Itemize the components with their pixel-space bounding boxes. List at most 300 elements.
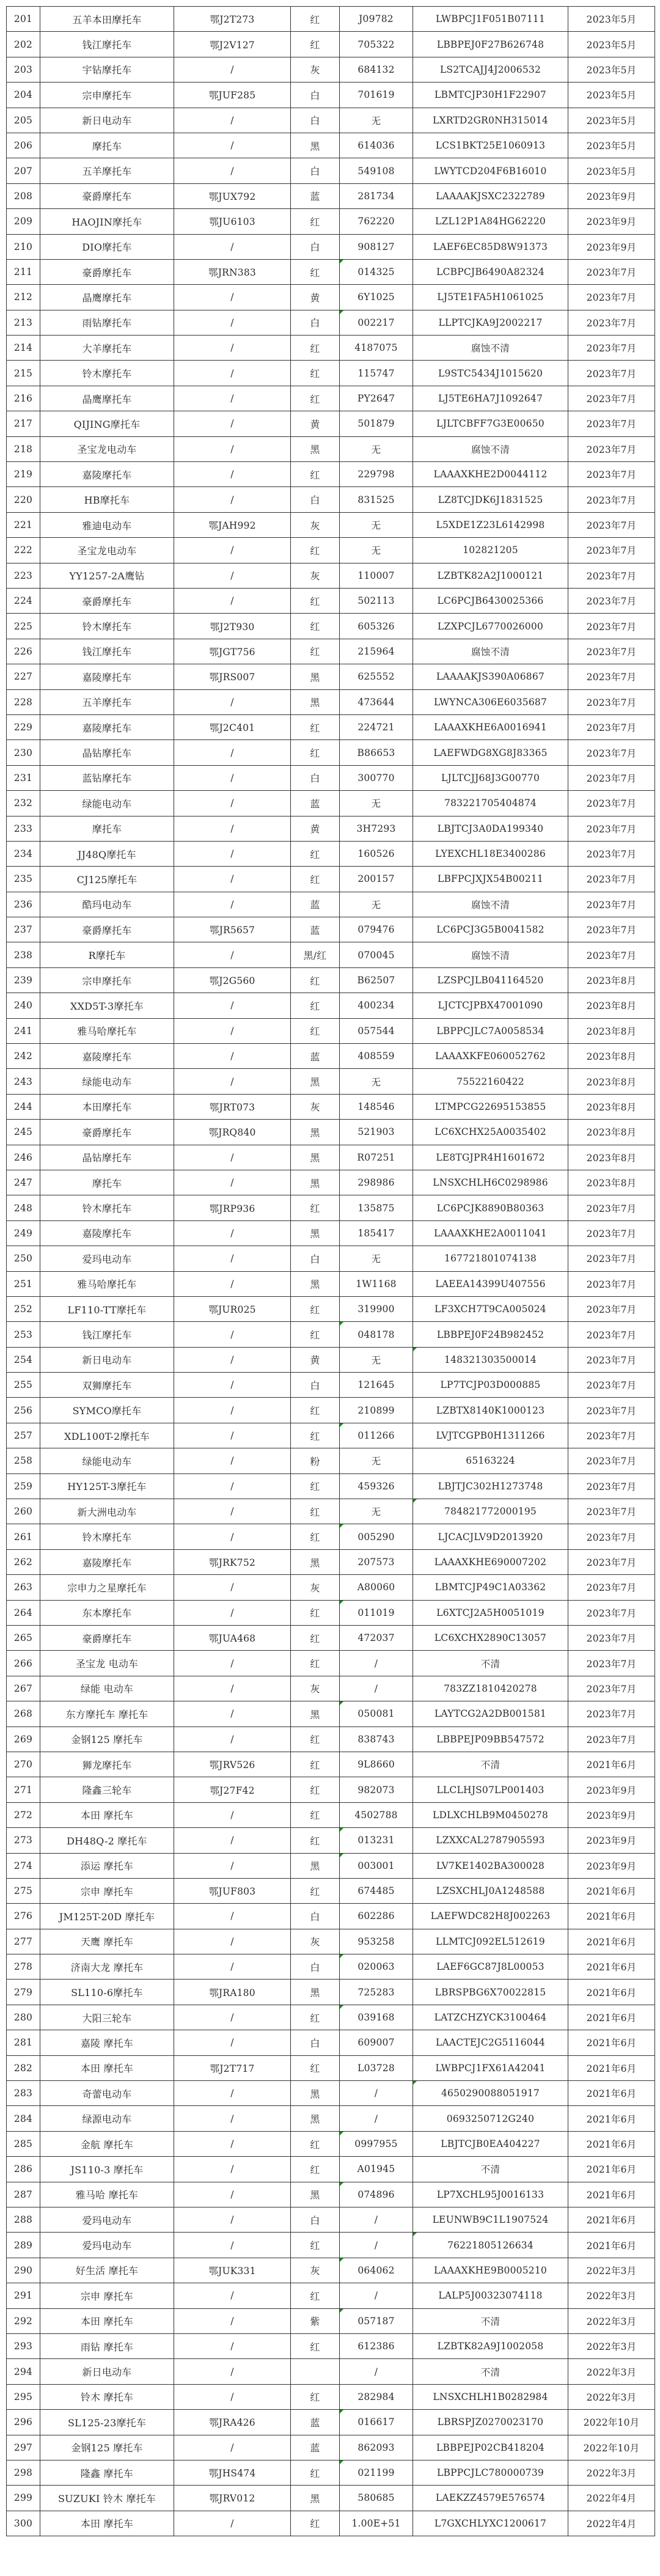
cell-index[interactable]: 216 — [7, 386, 40, 411]
cell-storage-date[interactable]: 2021年6月 — [568, 1929, 655, 1954]
cell-vin[interactable]: LAAAAKJSXC2322789 — [413, 183, 568, 208]
cell-color[interactable]: 红 — [291, 588, 340, 613]
cell-brand[interactable]: 铃木摩托车 — [40, 614, 174, 639]
cell-storage-date[interactable]: 2023年7月 — [568, 1347, 655, 1372]
cell-engine-no[interactable]: 无 — [340, 512, 413, 537]
cell-storage-date[interactable]: 2022年10月 — [568, 2410, 655, 2435]
cell-color[interactable]: 红 — [291, 2460, 340, 2485]
cell-color[interactable]: 红 — [291, 336, 340, 361]
cell-brand[interactable]: 豪爵摩托车 — [40, 1120, 174, 1145]
cell-color[interactable]: 红 — [291, 1626, 340, 1651]
cell-plate[interactable]: / — [174, 1802, 291, 1827]
cell-brand[interactable]: 宗申力之星摩托车 — [40, 1575, 174, 1600]
cell-color[interactable]: 黑 — [291, 2182, 340, 2207]
cell-color[interactable]: 红 — [291, 1828, 340, 1853]
cell-color[interactable]: 灰 — [291, 1676, 340, 1701]
cell-storage-date[interactable]: 2023年7月 — [568, 791, 655, 816]
cell-color[interactable]: 蓝 — [291, 791, 340, 816]
cell-storage-date[interactable]: 2023年7月 — [568, 816, 655, 841]
cell-storage-date[interactable]: 2023年8月 — [568, 1069, 655, 1094]
cell-brand[interactable]: 宗申摩托车 — [40, 967, 174, 993]
cell-color[interactable]: 红 — [291, 2283, 340, 2308]
cell-vin[interactable]: 65163224 — [413, 1448, 568, 1473]
cell-plate[interactable]: / — [174, 436, 291, 461]
cell-color[interactable]: 红 — [291, 1322, 340, 1347]
cell-engine-no[interactable]: A80060 — [340, 1575, 413, 1600]
cell-index[interactable]: 272 — [7, 1802, 40, 1827]
cell-plate[interactable]: / — [174, 386, 291, 411]
cell-index[interactable]: 264 — [7, 1600, 40, 1625]
cell-storage-date[interactable]: 2021年6月 — [568, 2131, 655, 2156]
cell-vin[interactable]: LZBTK82A2J1000121 — [413, 563, 568, 588]
cell-brand[interactable]: 新日电动车 — [40, 1347, 174, 1372]
cell-vin[interactable]: 腐蚀不清 — [413, 436, 568, 461]
cell-color[interactable]: 红 — [291, 1296, 340, 1321]
cell-brand[interactable]: 爱玛电动车 — [40, 2233, 174, 2258]
cell-vin[interactable]: LAEFWDG8XG8J83365 — [413, 740, 568, 765]
cell-color[interactable]: 黑 — [291, 1271, 340, 1296]
cell-storage-date[interactable]: 2022年3月 — [568, 2283, 655, 2308]
cell-storage-date[interactable]: 2023年8月 — [568, 993, 655, 1018]
cell-index[interactable]: 236 — [7, 892, 40, 917]
cell-color[interactable]: 黑 — [291, 1170, 340, 1195]
cell-engine-no[interactable]: 472037 — [340, 1626, 413, 1651]
cell-brand[interactable]: 济南大龙 摩托车 — [40, 1954, 174, 1980]
cell-plate[interactable]: / — [174, 1373, 291, 1398]
cell-engine-no[interactable]: 400234 — [340, 993, 413, 1018]
cell-index[interactable]: 229 — [7, 714, 40, 739]
cell-engine-no[interactable]: 224721 — [340, 714, 413, 739]
cell-engine-no[interactable]: 953258 — [340, 1929, 413, 1954]
cell-vin[interactable]: 腐蚀不清 — [413, 892, 568, 917]
cell-index[interactable]: 233 — [7, 816, 40, 841]
cell-plate[interactable]: / — [174, 487, 291, 512]
cell-color[interactable]: 红 — [291, 2157, 340, 2182]
cell-brand[interactable]: 钱江摩托车 — [40, 32, 174, 57]
cell-storage-date[interactable]: 2023年7月 — [568, 689, 655, 714]
cell-engine-no[interactable]: 908127 — [340, 234, 413, 259]
cell-storage-date[interactable]: 2023年7月 — [568, 867, 655, 892]
cell-engine-no[interactable]: 4502788 — [340, 1802, 413, 1827]
cell-brand[interactable]: 本田 摩托车 — [40, 2511, 174, 2536]
cell-index[interactable]: 276 — [7, 1904, 40, 1929]
cell-plate[interactable]: / — [174, 1954, 291, 1980]
cell-brand[interactable]: 添运 摩托车 — [40, 1853, 174, 1878]
cell-brand[interactable]: 隆鑫 摩托车 — [40, 2460, 174, 2485]
cell-brand[interactable]: 铃木摩托车 — [40, 1195, 174, 1220]
cell-index[interactable]: 277 — [7, 1929, 40, 1954]
cell-brand[interactable]: 酷玛电动车 — [40, 892, 174, 917]
cell-brand[interactable]: 雅迪电动车 — [40, 512, 174, 537]
cell-index[interactable]: 209 — [7, 209, 40, 234]
cell-plate[interactable]: / — [174, 361, 291, 386]
cell-engine-no[interactable]: 011266 — [340, 1423, 413, 1448]
cell-engine-no[interactable]: 831525 — [340, 487, 413, 512]
cell-color[interactable]: 红 — [291, 2131, 340, 2156]
cell-storage-date[interactable]: 2023年8月 — [568, 1018, 655, 1043]
cell-vin[interactable]: 76221805126634 — [413, 2233, 568, 2258]
cell-plate[interactable]: / — [174, 1069, 291, 1094]
cell-engine-no[interactable]: 185417 — [340, 1220, 413, 1246]
cell-plate[interactable]: / — [174, 1727, 291, 1752]
cell-index[interactable]: 208 — [7, 183, 40, 208]
cell-brand[interactable]: 晶鹰摩托车 — [40, 386, 174, 411]
cell-engine-no[interactable]: B86653 — [340, 740, 413, 765]
cell-index[interactable]: 288 — [7, 2207, 40, 2232]
cell-storage-date[interactable]: 2023年9月 — [568, 209, 655, 234]
cell-vin[interactable]: LC6PCJB6430025366 — [413, 588, 568, 613]
cell-storage-date[interactable]: 2022年3月 — [568, 2333, 655, 2358]
cell-plate[interactable]: 鄂J2T717 — [174, 2055, 291, 2080]
cell-brand[interactable]: 狮龙摩托车 — [40, 1752, 174, 1777]
cell-vin[interactable]: LV7KE1402BA300028 — [413, 1853, 568, 1878]
cell-storage-date[interactable]: 2021年6月 — [568, 1878, 655, 1903]
cell-vin[interactable]: 腐蚀不清 — [413, 639, 568, 664]
cell-brand[interactable]: 钱江摩托车 — [40, 1322, 174, 1347]
cell-storage-date[interactable]: 2022年10月 — [568, 2435, 655, 2460]
cell-index[interactable]: 266 — [7, 1651, 40, 1676]
cell-color[interactable]: 蓝 — [291, 917, 340, 942]
cell-index[interactable]: 205 — [7, 108, 40, 133]
cell-index[interactable]: 294 — [7, 2359, 40, 2384]
cell-index[interactable]: 218 — [7, 436, 40, 461]
cell-storage-date[interactable]: 2022年4月 — [568, 2486, 655, 2511]
cell-vin[interactable]: LTMPCG22695153855 — [413, 1094, 568, 1119]
cell-brand[interactable]: SL110-6摩托车 — [40, 1980, 174, 2005]
cell-vin[interactable]: LBBPEJ0F24B982452 — [413, 1322, 568, 1347]
cell-index[interactable]: 283 — [7, 2081, 40, 2106]
cell-engine-no[interactable]: L03728 — [340, 2055, 413, 2080]
cell-engine-no[interactable]: 459326 — [340, 1473, 413, 1499]
cell-vin[interactable]: LBJTJC302H1273748 — [413, 1473, 568, 1499]
cell-index[interactable]: 278 — [7, 1954, 40, 1980]
cell-brand[interactable]: 雅马哈摩托车 — [40, 1018, 174, 1043]
cell-plate[interactable]: / — [174, 1322, 291, 1347]
cell-storage-date[interactable]: 2021年6月 — [568, 2055, 655, 2080]
cell-brand[interactable]: 雨钻摩托车 — [40, 310, 174, 335]
cell-vin[interactable]: LC6XCHX25A0035402 — [413, 1120, 568, 1145]
cell-plate[interactable]: / — [174, 1170, 291, 1195]
cell-vin[interactable]: L5XDE1Z23L6142998 — [413, 512, 568, 537]
cell-color[interactable]: 紫 — [291, 2308, 340, 2333]
cell-storage-date[interactable]: 2023年9月 — [568, 1802, 655, 1827]
cell-color[interactable]: 黑 — [291, 1120, 340, 1145]
cell-color[interactable]: 红 — [291, 1195, 340, 1220]
cell-index[interactable]: 206 — [7, 133, 40, 158]
cell-plate[interactable]: / — [174, 310, 291, 335]
cell-vin[interactable]: LAEF6GC87J8L00053 — [413, 1954, 568, 1980]
cell-plate[interactable]: / — [174, 588, 291, 613]
cell-vin[interactable]: LBBPEJ0F27B626748 — [413, 32, 568, 57]
cell-plate[interactable]: / — [174, 411, 291, 436]
cell-color[interactable]: 蓝 — [291, 2410, 340, 2435]
cell-vin[interactable]: LAACTEJC2G5116044 — [413, 2030, 568, 2055]
cell-storage-date[interactable]: 2022年3月 — [568, 2308, 655, 2333]
cell-color[interactable]: 红 — [291, 740, 340, 765]
cell-storage-date[interactable]: 2023年5月 — [568, 32, 655, 57]
cell-brand[interactable]: 本田 摩托车 — [40, 2055, 174, 2080]
cell-storage-date[interactable]: 2023年7月 — [568, 664, 655, 689]
cell-plate[interactable]: / — [174, 1904, 291, 1929]
cell-brand[interactable]: 摩托车 — [40, 133, 174, 158]
cell-engine-no[interactable]: 无 — [340, 108, 413, 133]
cell-vin[interactable]: LLMTCJ092EL512619 — [413, 1929, 568, 1954]
cell-plate[interactable]: / — [174, 1701, 291, 1727]
cell-color[interactable]: 黑 — [291, 689, 340, 714]
cell-brand[interactable]: 雨钻 摩托车 — [40, 2333, 174, 2358]
cell-index[interactable]: 223 — [7, 563, 40, 588]
cell-vin[interactable]: 不清 — [413, 1651, 568, 1676]
cell-vin[interactable]: LVJTCGPB0H1311266 — [413, 1423, 568, 1448]
cell-plate[interactable]: / — [174, 1271, 291, 1296]
cell-vin[interactable]: LWBPCJ1F051B07111 — [413, 7, 568, 32]
cell-plate[interactable]: / — [174, 1828, 291, 1853]
cell-vin[interactable]: LDLXCHLB9M0450278 — [413, 1802, 568, 1827]
cell-engine-no[interactable]: 612386 — [340, 2333, 413, 2358]
cell-vin[interactable]: LXRTD2GR0NH315014 — [413, 108, 568, 133]
cell-color[interactable]: 红 — [291, 1600, 340, 1625]
cell-storage-date[interactable]: 2023年5月 — [568, 83, 655, 108]
cell-brand[interactable]: JS110-3 摩托车 — [40, 2157, 174, 2182]
cell-color[interactable]: 灰 — [291, 57, 340, 82]
cell-engine-no[interactable]: 614036 — [340, 133, 413, 158]
cell-brand[interactable]: LF110-TT摩托车 — [40, 1296, 174, 1321]
cell-storage-date[interactable]: 2023年7月 — [568, 1246, 655, 1271]
cell-vin[interactable]: LS2TCAJJ4J2006532 — [413, 57, 568, 82]
cell-vin[interactable]: LJ5TE6HA7J1092647 — [413, 386, 568, 411]
cell-storage-date[interactable]: 2021年6月 — [568, 2106, 655, 2131]
cell-brand[interactable]: 奇蕾电动车 — [40, 2081, 174, 2106]
cell-plate[interactable]: / — [174, 892, 291, 917]
cell-index[interactable]: 250 — [7, 1246, 40, 1271]
cell-color[interactable]: 红 — [291, 614, 340, 639]
cell-storage-date[interactable]: 2021年6月 — [568, 1980, 655, 2005]
cell-engine-no[interactable]: 580685 — [340, 2486, 413, 2511]
cell-brand[interactable]: 铃木摩托车 — [40, 361, 174, 386]
cell-index[interactable]: 296 — [7, 2410, 40, 2435]
cell-engine-no[interactable]: 016617 — [340, 2410, 413, 2435]
cell-engine-no[interactable]: 无 — [340, 892, 413, 917]
cell-color[interactable]: 白 — [291, 1904, 340, 1929]
cell-color[interactable]: 蓝 — [291, 2435, 340, 2460]
cell-plate[interactable]: 鄂JRQ840 — [174, 1120, 291, 1145]
cell-plate[interactable]: 鄂J27F42 — [174, 1777, 291, 1802]
cell-color[interactable]: 黄 — [291, 285, 340, 310]
cell-index[interactable]: 286 — [7, 2157, 40, 2182]
cell-engine-no[interactable]: 014325 — [340, 259, 413, 284]
cell-index[interactable]: 220 — [7, 487, 40, 512]
cell-storage-date[interactable]: 2023年7月 — [568, 1651, 655, 1676]
cell-plate[interactable]: / — [174, 2081, 291, 2106]
cell-index[interactable]: 280 — [7, 2005, 40, 2030]
cell-vin[interactable]: LBRSPJZ0270023170 — [413, 2410, 568, 2435]
cell-storage-date[interactable]: 2023年8月 — [568, 1044, 655, 1069]
cell-color[interactable]: 白 — [291, 2207, 340, 2232]
cell-storage-date[interactable]: 2023年8月 — [568, 1120, 655, 1145]
cell-storage-date[interactable]: 2021年6月 — [568, 1752, 655, 1777]
cell-plate[interactable]: / — [174, 740, 291, 765]
cell-storage-date[interactable]: 2023年7月 — [568, 1600, 655, 1625]
cell-plate[interactable]: / — [174, 942, 291, 967]
cell-index[interactable]: 273 — [7, 1828, 40, 1853]
cell-color[interactable]: 白 — [291, 83, 340, 108]
cell-brand[interactable]: HAOJIN摩托车 — [40, 209, 174, 234]
cell-plate[interactable]: / — [174, 108, 291, 133]
cell-brand[interactable]: DIO摩托车 — [40, 234, 174, 259]
cell-brand[interactable]: 圣宝龙 电动车 — [40, 1651, 174, 1676]
cell-engine-no[interactable]: 4187075 — [340, 336, 413, 361]
cell-vin[interactable]: 腐蚀不清 — [413, 942, 568, 967]
cell-index[interactable]: 259 — [7, 1473, 40, 1499]
cell-color[interactable]: 白 — [291, 310, 340, 335]
cell-storage-date[interactable]: 2023年7月 — [568, 1398, 655, 1423]
cell-plate[interactable]: / — [174, 1145, 291, 1170]
cell-plate[interactable]: 鄂J2V127 — [174, 32, 291, 57]
cell-storage-date[interactable]: 2022年4月 — [568, 2511, 655, 2536]
cell-index[interactable]: 245 — [7, 1120, 40, 1145]
cell-storage-date[interactable]: 2023年7月 — [568, 1524, 655, 1549]
cell-vin[interactable]: LJ5TE1FA5H1061025 — [413, 285, 568, 310]
cell-plate[interactable]: 鄂JUK331 — [174, 2258, 291, 2283]
cell-color[interactable]: 红 — [291, 867, 340, 892]
cell-brand[interactable]: HY125T-3摩托车 — [40, 1473, 174, 1499]
cell-plate[interactable]: / — [174, 1220, 291, 1246]
cell-storage-date[interactable]: 2023年7月 — [568, 563, 655, 588]
cell-color[interactable]: 黑 — [291, 1549, 340, 1574]
cell-storage-date[interactable]: 2023年7月 — [568, 361, 655, 386]
cell-plate[interactable]: 鄂JRV526 — [174, 1752, 291, 1777]
cell-brand[interactable]: 新日电动车 — [40, 2359, 174, 2384]
cell-plate[interactable]: / — [174, 2308, 291, 2333]
cell-plate[interactable]: 鄂JUF803 — [174, 1878, 291, 1903]
cell-plate[interactable]: / — [174, 765, 291, 790]
cell-plate[interactable]: / — [174, 841, 291, 866]
cell-brand[interactable]: XXD5T-3摩托车 — [40, 993, 174, 1018]
cell-vin[interactable]: LBBPEJP09BB547572 — [413, 1727, 568, 1752]
cell-brand[interactable]: 五羊本田摩托车 — [40, 7, 174, 32]
cell-brand[interactable]: 宗申 摩托车 — [40, 2283, 174, 2308]
cell-vin[interactable]: LBMTCJP30H1F22907 — [413, 83, 568, 108]
cell-plate[interactable]: / — [174, 336, 291, 361]
cell-engine-no[interactable]: 0997955 — [340, 2131, 413, 2156]
cell-index[interactable]: 252 — [7, 1296, 40, 1321]
cell-index[interactable]: 241 — [7, 1018, 40, 1043]
cell-storage-date[interactable]: 2023年7月 — [568, 1195, 655, 1220]
cell-storage-date[interactable]: 2022年3月 — [568, 2359, 655, 2384]
cell-engine-no[interactable]: 011019 — [340, 1600, 413, 1625]
cell-color[interactable]: 白 — [291, 1373, 340, 1398]
cell-storage-date[interactable]: 2023年7月 — [568, 1701, 655, 1727]
cell-vin[interactable]: LJCTCJPBX47001090 — [413, 993, 568, 1018]
cell-vin[interactable]: LNSXCHLH1B0282984 — [413, 2384, 568, 2409]
cell-brand[interactable]: 圣宝龙电动车 — [40, 538, 174, 563]
cell-vin[interactable]: 不清 — [413, 2359, 568, 2384]
cell-plate[interactable]: / — [174, 993, 291, 1018]
cell-brand[interactable]: 圣宝龙电动车 — [40, 436, 174, 461]
cell-brand[interactable]: XDL100T-2摩托车 — [40, 1423, 174, 1448]
cell-index[interactable]: 246 — [7, 1145, 40, 1170]
cell-storage-date[interactable]: 2021年6月 — [568, 2182, 655, 2207]
cell-plate[interactable]: 鄂JHS474 — [174, 2460, 291, 2485]
cell-color[interactable]: 红 — [291, 714, 340, 739]
cell-storage-date[interactable]: 2023年7月 — [568, 588, 655, 613]
cell-storage-date[interactable]: 2023年5月 — [568, 7, 655, 32]
cell-storage-date[interactable]: 2023年9月 — [568, 183, 655, 208]
cell-color[interactable]: 白 — [291, 765, 340, 790]
cell-index[interactable]: 261 — [7, 1524, 40, 1549]
cell-plate[interactable]: 鄂JAH992 — [174, 512, 291, 537]
cell-engine-no[interactable]: 684132 — [340, 57, 413, 82]
cell-vin[interactable]: 不清 — [413, 2157, 568, 2182]
cell-engine-no[interactable]: 160526 — [340, 841, 413, 866]
cell-engine-no[interactable]: / — [340, 2106, 413, 2131]
cell-index[interactable]: 232 — [7, 791, 40, 816]
cell-storage-date[interactable]: 2023年7月 — [568, 1271, 655, 1296]
cell-vin[interactable]: L7GXCHLYXC1200617 — [413, 2511, 568, 2536]
cell-index[interactable]: 270 — [7, 1752, 40, 1777]
cell-engine-no[interactable]: 319900 — [340, 1296, 413, 1321]
cell-color[interactable]: 红 — [291, 993, 340, 1018]
cell-brand[interactable]: 东本摩托车 — [40, 1600, 174, 1625]
cell-plate[interactable]: 鄂J2T930 — [174, 614, 291, 639]
cell-color[interactable]: 白 — [291, 108, 340, 133]
cell-index[interactable]: 207 — [7, 158, 40, 183]
cell-storage-date[interactable]: 2023年5月 — [568, 57, 655, 82]
cell-plate[interactable]: / — [174, 1246, 291, 1271]
cell-vin[interactable]: 783ZZ1810420278 — [413, 1676, 568, 1701]
cell-index[interactable]: 201 — [7, 7, 40, 32]
cell-plate[interactable]: / — [174, 1651, 291, 1676]
cell-color[interactable]: 红 — [291, 259, 340, 284]
cell-engine-no[interactable]: 501879 — [340, 411, 413, 436]
cell-plate[interactable]: / — [174, 285, 291, 310]
cell-storage-date[interactable]: 2021年6月 — [568, 2030, 655, 2055]
cell-storage-date[interactable]: 2023年7月 — [568, 310, 655, 335]
cell-index[interactable]: 221 — [7, 512, 40, 537]
cell-brand[interactable]: CJ125摩托车 — [40, 867, 174, 892]
cell-vin[interactable]: LATZCHZYCK3100464 — [413, 2005, 568, 2030]
cell-index[interactable]: 295 — [7, 2384, 40, 2409]
cell-plate[interactable]: / — [174, 867, 291, 892]
cell-color[interactable]: 红 — [291, 386, 340, 411]
cell-plate[interactable]: / — [174, 2359, 291, 2384]
cell-vin[interactable]: LLCLHJS07LP001403 — [413, 1777, 568, 1802]
cell-index[interactable]: 253 — [7, 1322, 40, 1347]
cell-engine-no[interactable]: 9L8660 — [340, 1752, 413, 1777]
cell-plate[interactable]: / — [174, 2182, 291, 2207]
cell-plate[interactable]: / — [174, 1929, 291, 1954]
cell-index[interactable]: 251 — [7, 1271, 40, 1296]
cell-storage-date[interactable]: 2023年7月 — [568, 1373, 655, 1398]
cell-brand[interactable]: 嘉陵摩托车 — [40, 1220, 174, 1246]
cell-color[interactable]: 白 — [291, 1954, 340, 1980]
cell-color[interactable]: 红 — [291, 1777, 340, 1802]
cell-color[interactable]: 黄 — [291, 411, 340, 436]
cell-engine-no[interactable]: 1.00E+51 — [340, 2511, 413, 2536]
cell-index[interactable]: 265 — [7, 1626, 40, 1651]
cell-index[interactable]: 263 — [7, 1575, 40, 1600]
cell-vin[interactable]: LWYTCD204F6B16010 — [413, 158, 568, 183]
cell-storage-date[interactable]: 2023年7月 — [568, 259, 655, 284]
cell-plate[interactable]: 鄂JGT756 — [174, 639, 291, 664]
cell-index[interactable]: 242 — [7, 1044, 40, 1069]
cell-color[interactable]: 灰 — [291, 563, 340, 588]
cell-color[interactable]: 黑 — [291, 2081, 340, 2106]
cell-vin[interactable]: LZBTX8140K1000123 — [413, 1398, 568, 1423]
cell-index[interactable]: 291 — [7, 2283, 40, 2308]
cell-engine-no[interactable]: 013231 — [340, 1828, 413, 1853]
cell-plate[interactable]: / — [174, 1600, 291, 1625]
